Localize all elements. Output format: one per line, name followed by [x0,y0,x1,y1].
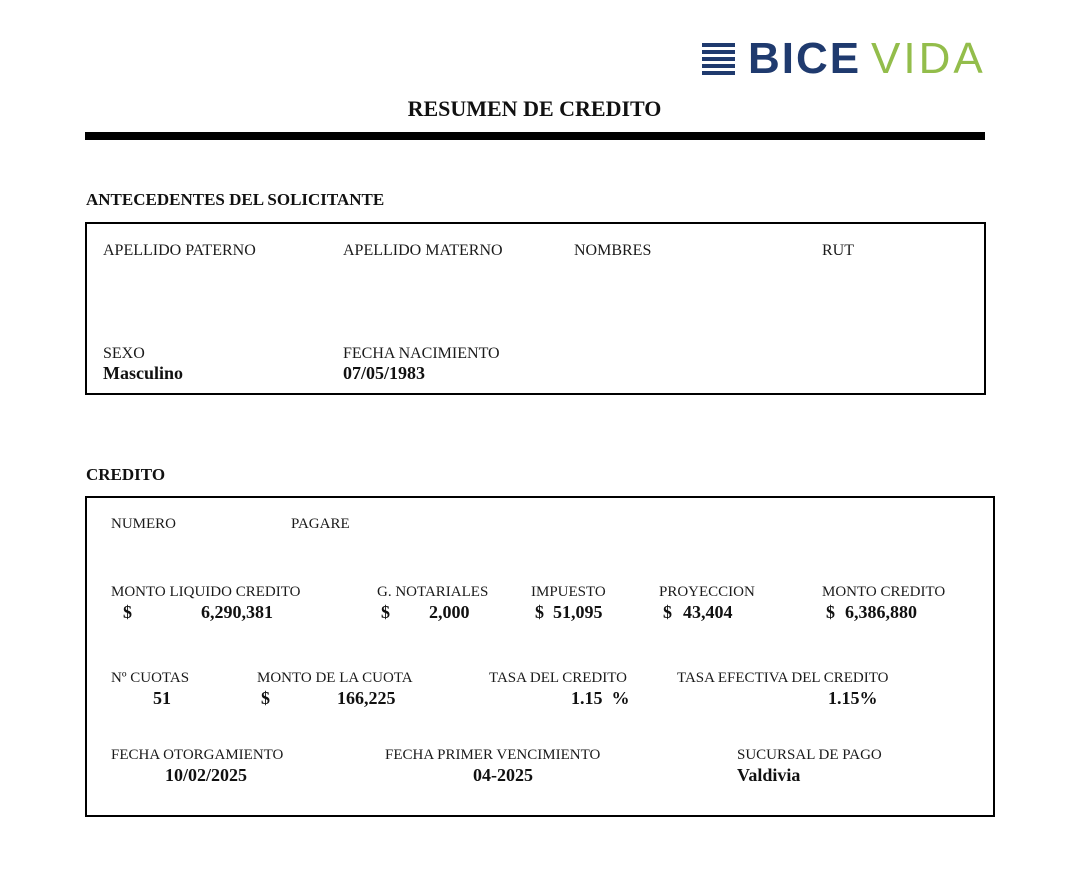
value-impuesto: 51,095 [553,602,603,622]
value-tasa-credito: 1.15 % [571,688,630,708]
logo-stripes-icon [702,43,735,76]
label-impuesto: IMPUESTO [531,584,606,600]
label-tasa-efectiva: TASA EFECTIVA DEL CREDITO [677,670,889,686]
label-sexo: SEXO [103,345,145,362]
currency-impuesto: $ [535,602,544,622]
value-monto-cuota: 166,225 [337,688,396,708]
value-sexo: Masculino [103,363,184,383]
value-proyeccion: 43,404 [683,602,733,622]
value-fecha-otorgamiento: 10/02/2025 [165,765,248,785]
label-cuotas: Nº CUOTAS [111,670,190,686]
label-gastos-notariales: G. NOTARIALES [377,584,489,600]
currency-monto-credito: $ [826,602,835,622]
currency-monto-cuota: $ [261,688,270,708]
logo-text-bice: BICE [748,34,862,83]
value-tasa-efectiva: 1.15% [828,688,878,708]
label-tasa-credito: TASA DEL CREDITO [489,670,627,686]
value-monto-credito: 6,386,880 [845,602,917,622]
currency-gastos-notariales: $ [381,602,390,622]
document-title: RESUMEN DE CREDITO [407,96,662,121]
credit-section-heading: CREDITO [86,465,166,484]
label-fecha-nacimiento: FECHA NACIMIENTO [343,345,500,362]
value-gastos-notariales: 2,000 [429,602,470,622]
label-fecha-otorgamiento: FECHA OTORGAMIENTO [111,747,284,763]
label-monto-liquido: MONTO LIQUIDO CREDITO [111,584,301,600]
applicant-box [85,222,986,395]
credit-box [85,496,995,817]
label-nombres: NOMBRES [574,242,652,259]
value-fecha-nacimiento: 07/05/1983 [343,363,426,383]
label-apellido-materno: APELLIDO MATERNO [343,242,503,259]
label-monto-cuota: MONTO DE LA CUOTA [257,670,413,686]
title-divider [85,132,985,140]
currency-monto-liquido: $ [123,602,132,622]
label-fecha-primer-vencimiento: FECHA PRIMER VENCIMIENTO [385,747,601,763]
logo-text-vida: VIDA [871,34,986,83]
label-proyeccion: PROYECCION [659,584,755,600]
applicant-section-heading: ANTECEDENTES DEL SOLICITANTE [86,190,385,209]
currency-proyeccion: $ [663,602,672,622]
label-sucursal-pago: SUCURSAL DE PAGO [737,747,882,763]
label-apellido-paterno: APELLIDO PATERNO [103,242,256,259]
label-rut: RUT [822,242,854,259]
value-cuotas: 51 [153,688,171,708]
value-sucursal-pago: Valdivia [737,765,801,785]
label-monto-credito: MONTO CREDITO [822,584,946,600]
label-numero: NUMERO [111,516,177,532]
label-pagare: PAGARE [291,516,350,532]
value-monto-liquido: 6,290,381 [201,602,273,622]
value-fecha-primer-vencimiento: 04-2025 [473,765,533,785]
